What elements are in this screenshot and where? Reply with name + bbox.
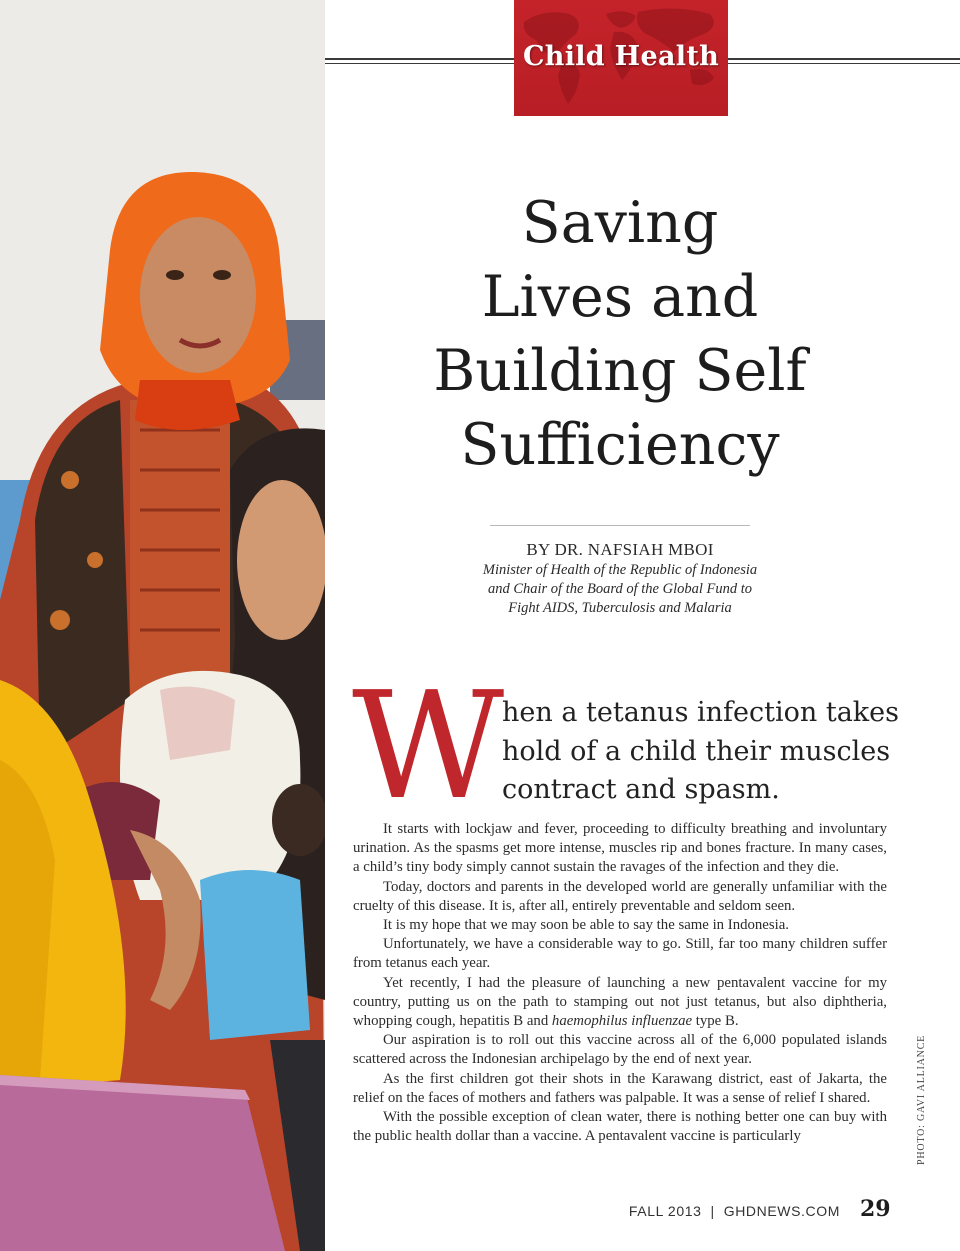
lead-line: hen a tetanus infection takes	[502, 697, 899, 728]
affiliation-line: and Chair of the Board of the Global Fund to	[487, 581, 753, 597]
photo-credit-text: PHOTO: GAVI ALLIANCE	[916, 1034, 927, 1165]
body-paragraph: Unfortunately, we have a considerable way to go. Still, far too many children suffer from tetanus each year.	[353, 936, 887, 972]
issue-date: FALL 2013	[628, 1203, 702, 1219]
species-name: haemophilus influenzae	[551, 1013, 693, 1030]
affiliation-line: Fight AIDS, Tuberculosis and Malaria	[508, 600, 732, 616]
photo-credit	[916, 1034, 930, 1165]
paragraph-tail: type B.	[692, 1013, 739, 1030]
article-title	[360, 186, 880, 482]
lead-line: hold of a child their muscles	[502, 735, 891, 767]
body-paragraph	[353, 974, 887, 1032]
title-line: Sufficiency	[460, 412, 780, 478]
footer-separator: |	[710, 1203, 715, 1219]
paragraph-text: Yet recently, I had the pleasure of launching a new pentavalent vaccine for my country, putting us on the path to stamping out not just tetanus, but also diphtheria, whopping cough, hepatitis B and	[353, 974, 887, 1030]
title-line: Saving	[521, 190, 719, 256]
site-name: GHDNEWS.COM	[723, 1203, 840, 1219]
photo-illustration	[0, 0, 325, 1251]
title-divider	[490, 525, 750, 526]
section-badge	[514, 0, 728, 116]
section-label: Child Health	[522, 41, 720, 72]
lead-paragraph	[502, 694, 899, 810]
lead-line: contract and spasm.	[502, 774, 780, 805]
title-line: Building Self	[433, 338, 807, 404]
drop-cap: W	[352, 660, 505, 832]
page-footer	[629, 1203, 840, 1219]
page-number: 29	[860, 1196, 891, 1222]
author-affiliation	[420, 561, 820, 618]
affiliation-line: Minister of Health of the Republic of Indonesia	[482, 562, 758, 578]
body-paragraph: Today, doctors and parents in the developed world are generally unfamiliar with the cruelty of this disease. It is, after all, entirely preventable and seldom seen.	[353, 878, 887, 914]
article-body	[353, 820, 887, 1146]
body-paragraph: As the first children got their shots in the Karawang district, east of Jakarta, the relief on the faces of mothers and fathers was palpable. It was a sense of relief I shared.	[353, 1070, 887, 1106]
body-paragraph: With the possible exception of clean water, there is nothing better one can buy with the public health dollar than a vaccine. A pentavalent vaccine is particularly	[353, 1109, 887, 1145]
body-paragraph: It is my hope that we may soon be able to say the same in Indonesia.	[383, 917, 789, 934]
body-paragraph: Our aspiration is to roll out this vaccine across all of the 6,000 populated islands scattered across the Indonesian archipelago by the end of next year.	[353, 1032, 887, 1068]
title-line: Lives and	[481, 264, 759, 330]
body-paragraph: It starts with lockjaw and fever, proceeding to difficulty breathing and involuntary urination. As the spasms get more intense, muscles rip and bones fracture. In many cases, a child’s tiny body simply cannot sustain the ravages of the infection and they die.	[353, 821, 887, 876]
cover-photo	[0, 0, 325, 1251]
byline: BY DR. NAFSIAH MBOI	[526, 540, 714, 559]
